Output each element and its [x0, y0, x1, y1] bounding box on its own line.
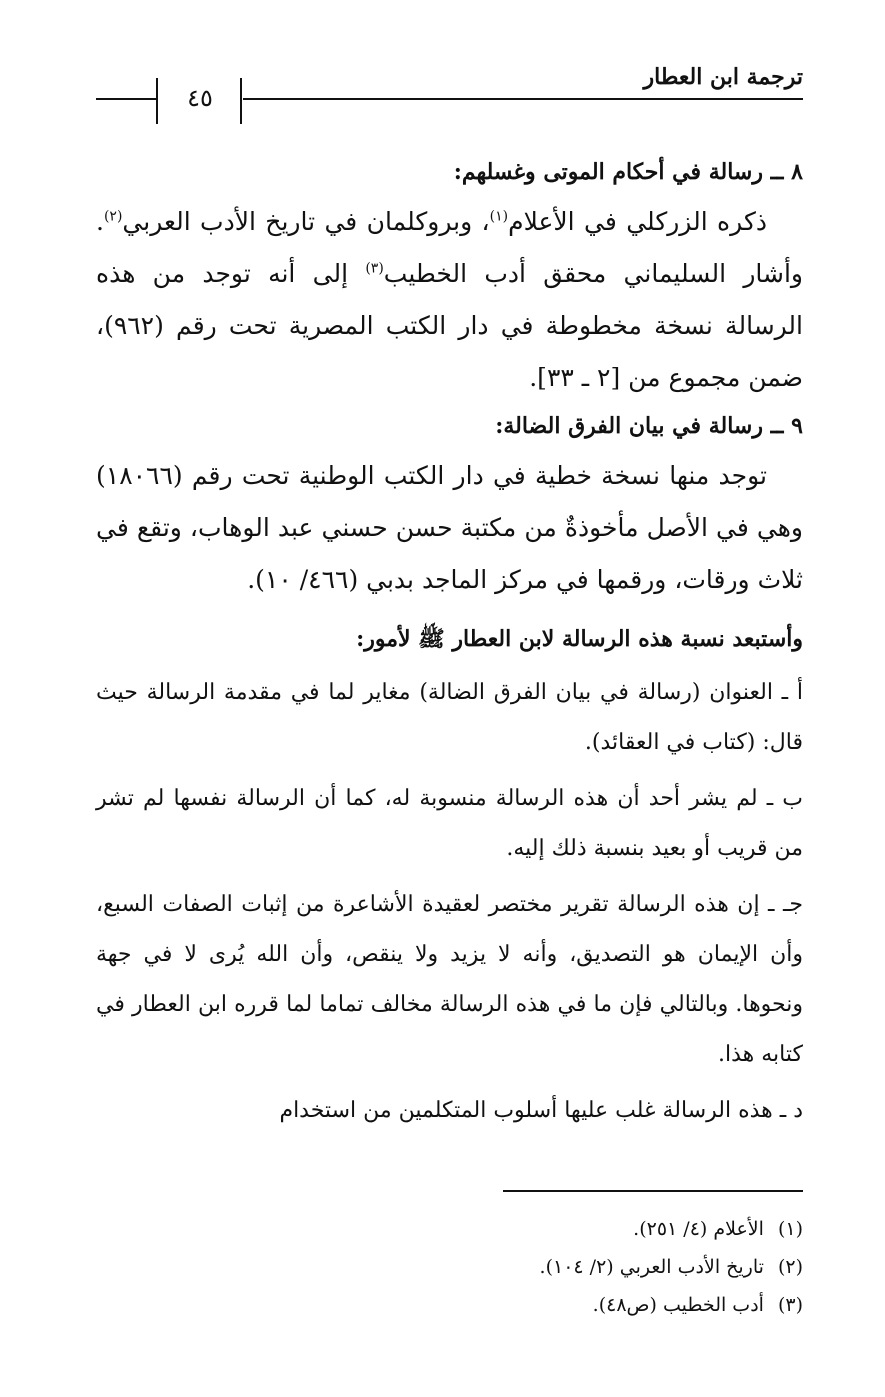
footnote-mark: (٣) [777, 1294, 803, 1316]
item-9-paragraph: توجد منها نسخة خطية في دار الكتب الوطنية تحت رقم (١٨٠٦٦) وهي في الأصل مأخوذةٌ من مكتبة حسن حسني عبد الوهاب، وتقع في ثلاث ورقات، ورقمها في مركز الماجد بدبي (٤٦٦/ ١٠). [96, 461, 803, 594]
item-8-text-b: ، وبروكلمان في تاريخ الأدب العربي [122, 207, 490, 236]
point-d: د ـ هذه الرسالة غلب عليها أسلوب المتكلمين من استخدام [279, 1098, 803, 1123]
footnote-2 [96, 1248, 803, 1286]
header-rule [243, 98, 803, 100]
point-b: ب ـ لم يشر أحد أن هذه الرسالة منسوبة له، كما أن الرسالة نفسها لم تشر من قريب أو بعيد بنسبة ذلك إليه. [96, 786, 803, 861]
item-8-text-d: إلى أنه توجد من هذه الرسالة نسخة مخطوطة في دار الكتب المصرية تحت رقم (٩٦٢)، ضمن مجموع من [٢ ـ ٣٣]. [96, 259, 803, 392]
page-number-bracket-left [156, 78, 158, 124]
item-8-text-a: ذكره الزركلي في الأعلام [508, 207, 767, 236]
footnote-1 [96, 1210, 803, 1248]
header-rule-left [96, 98, 158, 100]
point-c: جـ ـ إن هذه الرسالة تقرير مختصر لعقيدة الأشاعرة من إثبات الصفات السبع، وأن الإيمان هو التصديق، وأنه لا يزيد ولا ينقص، وأن الله يُرى لا في جهة ونحوها. وبالتالي فإن ما في هذه الرسالة مخالف تماما لما قرره ابن العطار في كتابه هذا. [96, 892, 803, 1067]
item-8-paragraph [96, 196, 803, 404]
attribution-doubt-heading: وأستبعد نسبة هذه الرسالة لابن العطار ﷺ لأمور: [356, 626, 803, 652]
item-9-heading: ٩ ــ رسالة في بيان الفرق الضالة: [495, 413, 803, 439]
footnote-3 [96, 1286, 803, 1324]
footnotes [96, 1210, 803, 1324]
item-8-text-c: . وأشار السليماني محقق أدب الخطيب [96, 207, 804, 288]
footnote-text: أدب الخطيب (ص٤٨). [592, 1294, 764, 1316]
footnote-text: تاريخ الأدب العربي (٢/ ١٠٤). [539, 1256, 764, 1278]
page-number: ٤٥ [187, 84, 213, 112]
footnote-mark: (٢) [777, 1256, 803, 1278]
footnote-ref-3: (٣) [365, 260, 384, 277]
footnote-text: الأعلام (٤/ ٢٥١). [633, 1218, 764, 1240]
footnote-mark: (١) [777, 1218, 803, 1240]
footnote-separator [503, 1190, 803, 1192]
main-text [96, 150, 803, 1136]
running-title: ترجمة ابن العطار [643, 64, 803, 90]
page-number-bracket-right [240, 78, 242, 124]
item-8-heading: ٨ ــ رسالة في أحكام الموتى وغسلهم: [453, 159, 803, 185]
footnote-ref-1: (١) [489, 208, 509, 225]
footnote-ref-2: (٢) [103, 208, 123, 225]
point-a: أ ـ العنوان (رسالة في بيان الفرق الضالة) مغاير لما في مقدمة الرسالة حيث قال: (كتاب في العقائد). [96, 680, 803, 755]
